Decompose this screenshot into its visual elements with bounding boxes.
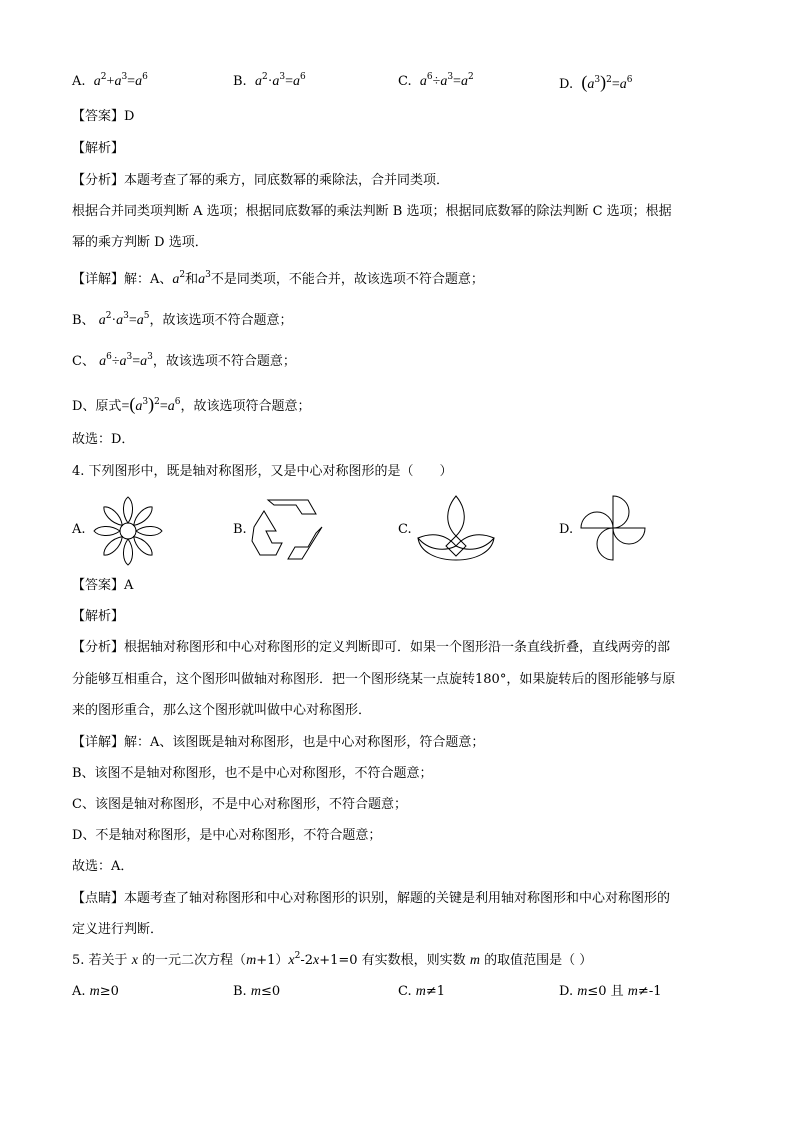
math-exp: 2 bbox=[606, 75, 612, 85]
math-exp: 3 bbox=[594, 75, 601, 85]
math-eq: = bbox=[127, 74, 136, 89]
option-label: B. bbox=[233, 74, 247, 89]
math-eq: = bbox=[159, 399, 168, 414]
math-base: a bbox=[135, 399, 143, 414]
math-exp: 2 bbox=[105, 311, 112, 321]
text: 解：A、 bbox=[124, 272, 173, 287]
math-exp: 3 bbox=[123, 311, 129, 321]
q4-detail-3: C、该图是轴对称图形，不是中心对称图形，不符合题意； bbox=[72, 797, 407, 812]
math-paren: ) bbox=[148, 394, 155, 414]
q5-option-c bbox=[398, 982, 445, 1002]
math-eq: = bbox=[132, 354, 141, 369]
text: ，故该选项不符合题意； bbox=[149, 313, 293, 328]
math-exp: 6 bbox=[626, 75, 633, 85]
math-base: a bbox=[272, 74, 280, 89]
math-base: a bbox=[98, 313, 106, 328]
q3-option-d bbox=[559, 72, 632, 95]
text: 的取值范围是（ ） bbox=[484, 953, 593, 968]
text: ，故该选项符合题意； bbox=[180, 399, 311, 414]
q3-choose: 故选：D． bbox=[72, 432, 135, 447]
option-label: D. bbox=[559, 77, 574, 92]
math-exp: 3 bbox=[121, 72, 128, 82]
math-exp: 2 bbox=[154, 397, 160, 407]
math-exp: 3 bbox=[205, 270, 211, 280]
q4-analysis-tag: 【解析】 bbox=[72, 609, 125, 624]
math-var: m bbox=[577, 984, 588, 999]
math-rel: ≠-1 bbox=[637, 984, 662, 999]
q4-comment bbox=[72, 889, 670, 909]
q3-detail-4 bbox=[72, 394, 310, 417]
option-label: D. bbox=[559, 984, 578, 999]
math-var: x bbox=[131, 953, 138, 968]
option-label: C. bbox=[398, 74, 412, 89]
q4-fenxi-line3: 来的图形重合，那么这个图形就叫做中心对称图形． bbox=[72, 703, 372, 718]
math-var: m bbox=[627, 984, 638, 999]
fenxi-tag: 【分析】 bbox=[72, 640, 125, 655]
q4-choose: 故选：A． bbox=[72, 859, 134, 874]
math-op: ÷ bbox=[111, 354, 120, 369]
math-base: a bbox=[440, 74, 448, 89]
math-base: a bbox=[587, 77, 595, 92]
q5-option-a bbox=[72, 982, 119, 1002]
math-exp: 3 bbox=[279, 72, 286, 82]
q5-option-d bbox=[559, 982, 661, 1002]
text: +1=0 有实数根，则实数 bbox=[319, 953, 466, 968]
detail-tag: 【详解】 bbox=[72, 272, 125, 287]
math-exp: 2 bbox=[179, 270, 186, 280]
math-var: m bbox=[250, 984, 261, 999]
q3-option-b bbox=[233, 72, 306, 92]
text: +1） bbox=[256, 953, 289, 968]
math-eq: = bbox=[611, 77, 620, 92]
math-base: a bbox=[167, 399, 175, 414]
math-exp: 3 bbox=[147, 352, 153, 362]
math-rel: ≤0 且 bbox=[587, 984, 628, 999]
q4-detail-4: D、不是轴对称图形，是中心对称图形，不符合题意； bbox=[72, 828, 382, 843]
math-base: a bbox=[419, 74, 427, 89]
math-base: a bbox=[114, 74, 122, 89]
fenxi-tag: 【分析】 bbox=[72, 173, 125, 188]
q5-stem bbox=[72, 951, 592, 971]
q3-detail-2 bbox=[72, 311, 293, 331]
math-op: ÷ bbox=[432, 74, 441, 89]
math-op: · bbox=[267, 74, 273, 89]
math-op: + bbox=[106, 74, 115, 89]
math-var: m bbox=[246, 953, 257, 968]
math-base: a bbox=[93, 74, 101, 89]
fenxi-text: 根据轴对称图形和中心对称图形的定义判断即可．如果一个图形沿一条直线折叠，直线两旁的部 bbox=[124, 640, 671, 655]
q4-label-b: B. bbox=[233, 522, 247, 537]
math-exp: 3 bbox=[126, 352, 133, 362]
option-label: B. bbox=[233, 984, 251, 999]
math-paren: ( bbox=[129, 394, 136, 414]
q4-answer bbox=[72, 576, 133, 596]
text: 和 bbox=[185, 272, 199, 287]
math-exp: 2 bbox=[261, 72, 268, 82]
math-base: a bbox=[140, 354, 148, 369]
math-exp: 6 bbox=[174, 397, 181, 407]
math-op: · bbox=[111, 313, 117, 328]
q4-detail-1 bbox=[72, 733, 484, 753]
text: ，故该选项不符合题意； bbox=[152, 354, 296, 369]
detail-text: 解：A、该图既是轴对称图形，也是中心对称图形，符合题意； bbox=[124, 735, 485, 750]
math-exp: 2 bbox=[294, 951, 301, 961]
math-base: a bbox=[254, 74, 262, 89]
math-var: m bbox=[469, 953, 480, 968]
q4-label-a: A. bbox=[72, 522, 86, 537]
q3-answer bbox=[72, 107, 134, 127]
math-exp: 5 bbox=[143, 311, 150, 321]
recycle-figure bbox=[250, 497, 326, 563]
math-base: a bbox=[460, 74, 468, 89]
q4-label-c: C. bbox=[398, 522, 412, 537]
text: D、原式 bbox=[72, 399, 122, 414]
option-label: A. bbox=[72, 984, 90, 999]
text: 5. 若关于 bbox=[72, 953, 128, 968]
q5-option-b bbox=[233, 982, 280, 1002]
q4-stem: 4. 下列图形中，既是轴对称图形，又是中心对称图形的是（ ） bbox=[72, 464, 453, 479]
q4-fenxi-line2: 分能够互相重合，这个图形叫做轴对称图形．把一个图形绕某一点旋转180°，如果旋转后的图形能够与原 bbox=[72, 672, 676, 687]
q3-fenxi bbox=[72, 171, 449, 191]
answer-tag: 【答案】 bbox=[72, 109, 125, 124]
q3-fenxi-line2: 根据合并同类项判断 A 选项；根据同底数幂的乘法判断 B 选项；根据同底数幂的除法判断 C 选项；根据 bbox=[72, 204, 672, 219]
math-base: a bbox=[135, 74, 143, 89]
q4-label-d: D. bbox=[559, 522, 574, 537]
text: B、 bbox=[72, 313, 95, 328]
text: C、 bbox=[72, 354, 95, 369]
math-rel: ≥0 bbox=[99, 984, 119, 999]
q3-option-c bbox=[398, 72, 474, 92]
math-var: m bbox=[89, 984, 100, 999]
math-paren: ( bbox=[581, 72, 588, 92]
q3-option-a bbox=[72, 72, 148, 92]
math-exp: 3 bbox=[142, 397, 149, 407]
q4-detail-2: B、该图不是轴对称图形，也不是中心对称图形，不符合题意； bbox=[72, 766, 433, 781]
math-base: a bbox=[116, 313, 124, 328]
math-var: x bbox=[288, 953, 295, 968]
math-exp: 2 bbox=[100, 72, 107, 82]
math-base: a bbox=[619, 77, 627, 92]
math-eq: = bbox=[285, 74, 293, 89]
math-eq: = bbox=[128, 313, 137, 328]
answer-tag: 【答案】 bbox=[72, 578, 125, 593]
answer-value: D bbox=[124, 109, 135, 124]
detail-tag: 【详解】 bbox=[72, 735, 125, 750]
math-var: m bbox=[415, 984, 426, 999]
option-label: A. bbox=[72, 74, 86, 89]
pinwheel-figure bbox=[577, 492, 649, 564]
math-paren: ) bbox=[600, 72, 607, 92]
q3-detail-1 bbox=[72, 270, 484, 290]
lotus-figure bbox=[414, 494, 498, 562]
math-base: a bbox=[172, 272, 180, 287]
math-var: x bbox=[312, 953, 320, 968]
flower-figure bbox=[92, 495, 164, 567]
math-exp: 6 bbox=[106, 352, 112, 362]
math-base: a bbox=[136, 313, 144, 328]
math-exp: 6 bbox=[142, 72, 148, 82]
fenxi-text: 本题考查了幂的乘方，同底数幂的乘除法，合并同类项． bbox=[124, 173, 450, 188]
comment-tag: 【点睛】 bbox=[72, 891, 125, 906]
text: 的一元二次方程（ bbox=[142, 953, 247, 968]
q4-fenxi bbox=[72, 638, 670, 658]
math-exp: 6 bbox=[300, 72, 306, 82]
comment-text: 本题考查了轴对称图形和中心对称图形的识别，解题的关键是利用轴对称图形和中心对称图形的 bbox=[124, 891, 671, 906]
q3-detail-3 bbox=[72, 352, 296, 372]
math-exp: 3 bbox=[447, 72, 454, 82]
option-label: C. bbox=[398, 984, 416, 999]
text: 不是同类项，不能合并，故该选项不符合题意； bbox=[210, 272, 484, 287]
math-eq: = bbox=[121, 399, 130, 414]
math-base: a bbox=[293, 74, 300, 89]
math-eq: = bbox=[453, 74, 461, 89]
math-exp: 6 bbox=[426, 72, 433, 82]
answer-value: A bbox=[124, 578, 134, 593]
q3-analysis-tag: 【解析】 bbox=[72, 141, 125, 156]
math-base: a bbox=[119, 354, 127, 369]
math-base: a bbox=[99, 354, 107, 369]
math-base: a bbox=[198, 272, 206, 287]
text: -2 bbox=[300, 953, 313, 968]
math-rel: ≠1 bbox=[425, 984, 446, 999]
q3-fenxi-line3: 幂的乘方判断 D 选项． bbox=[72, 235, 208, 250]
math-rel: ≤0 bbox=[260, 984, 281, 999]
math-exp: 2 bbox=[467, 72, 474, 82]
q4-comment-line2: 定义进行判断． bbox=[72, 922, 164, 937]
